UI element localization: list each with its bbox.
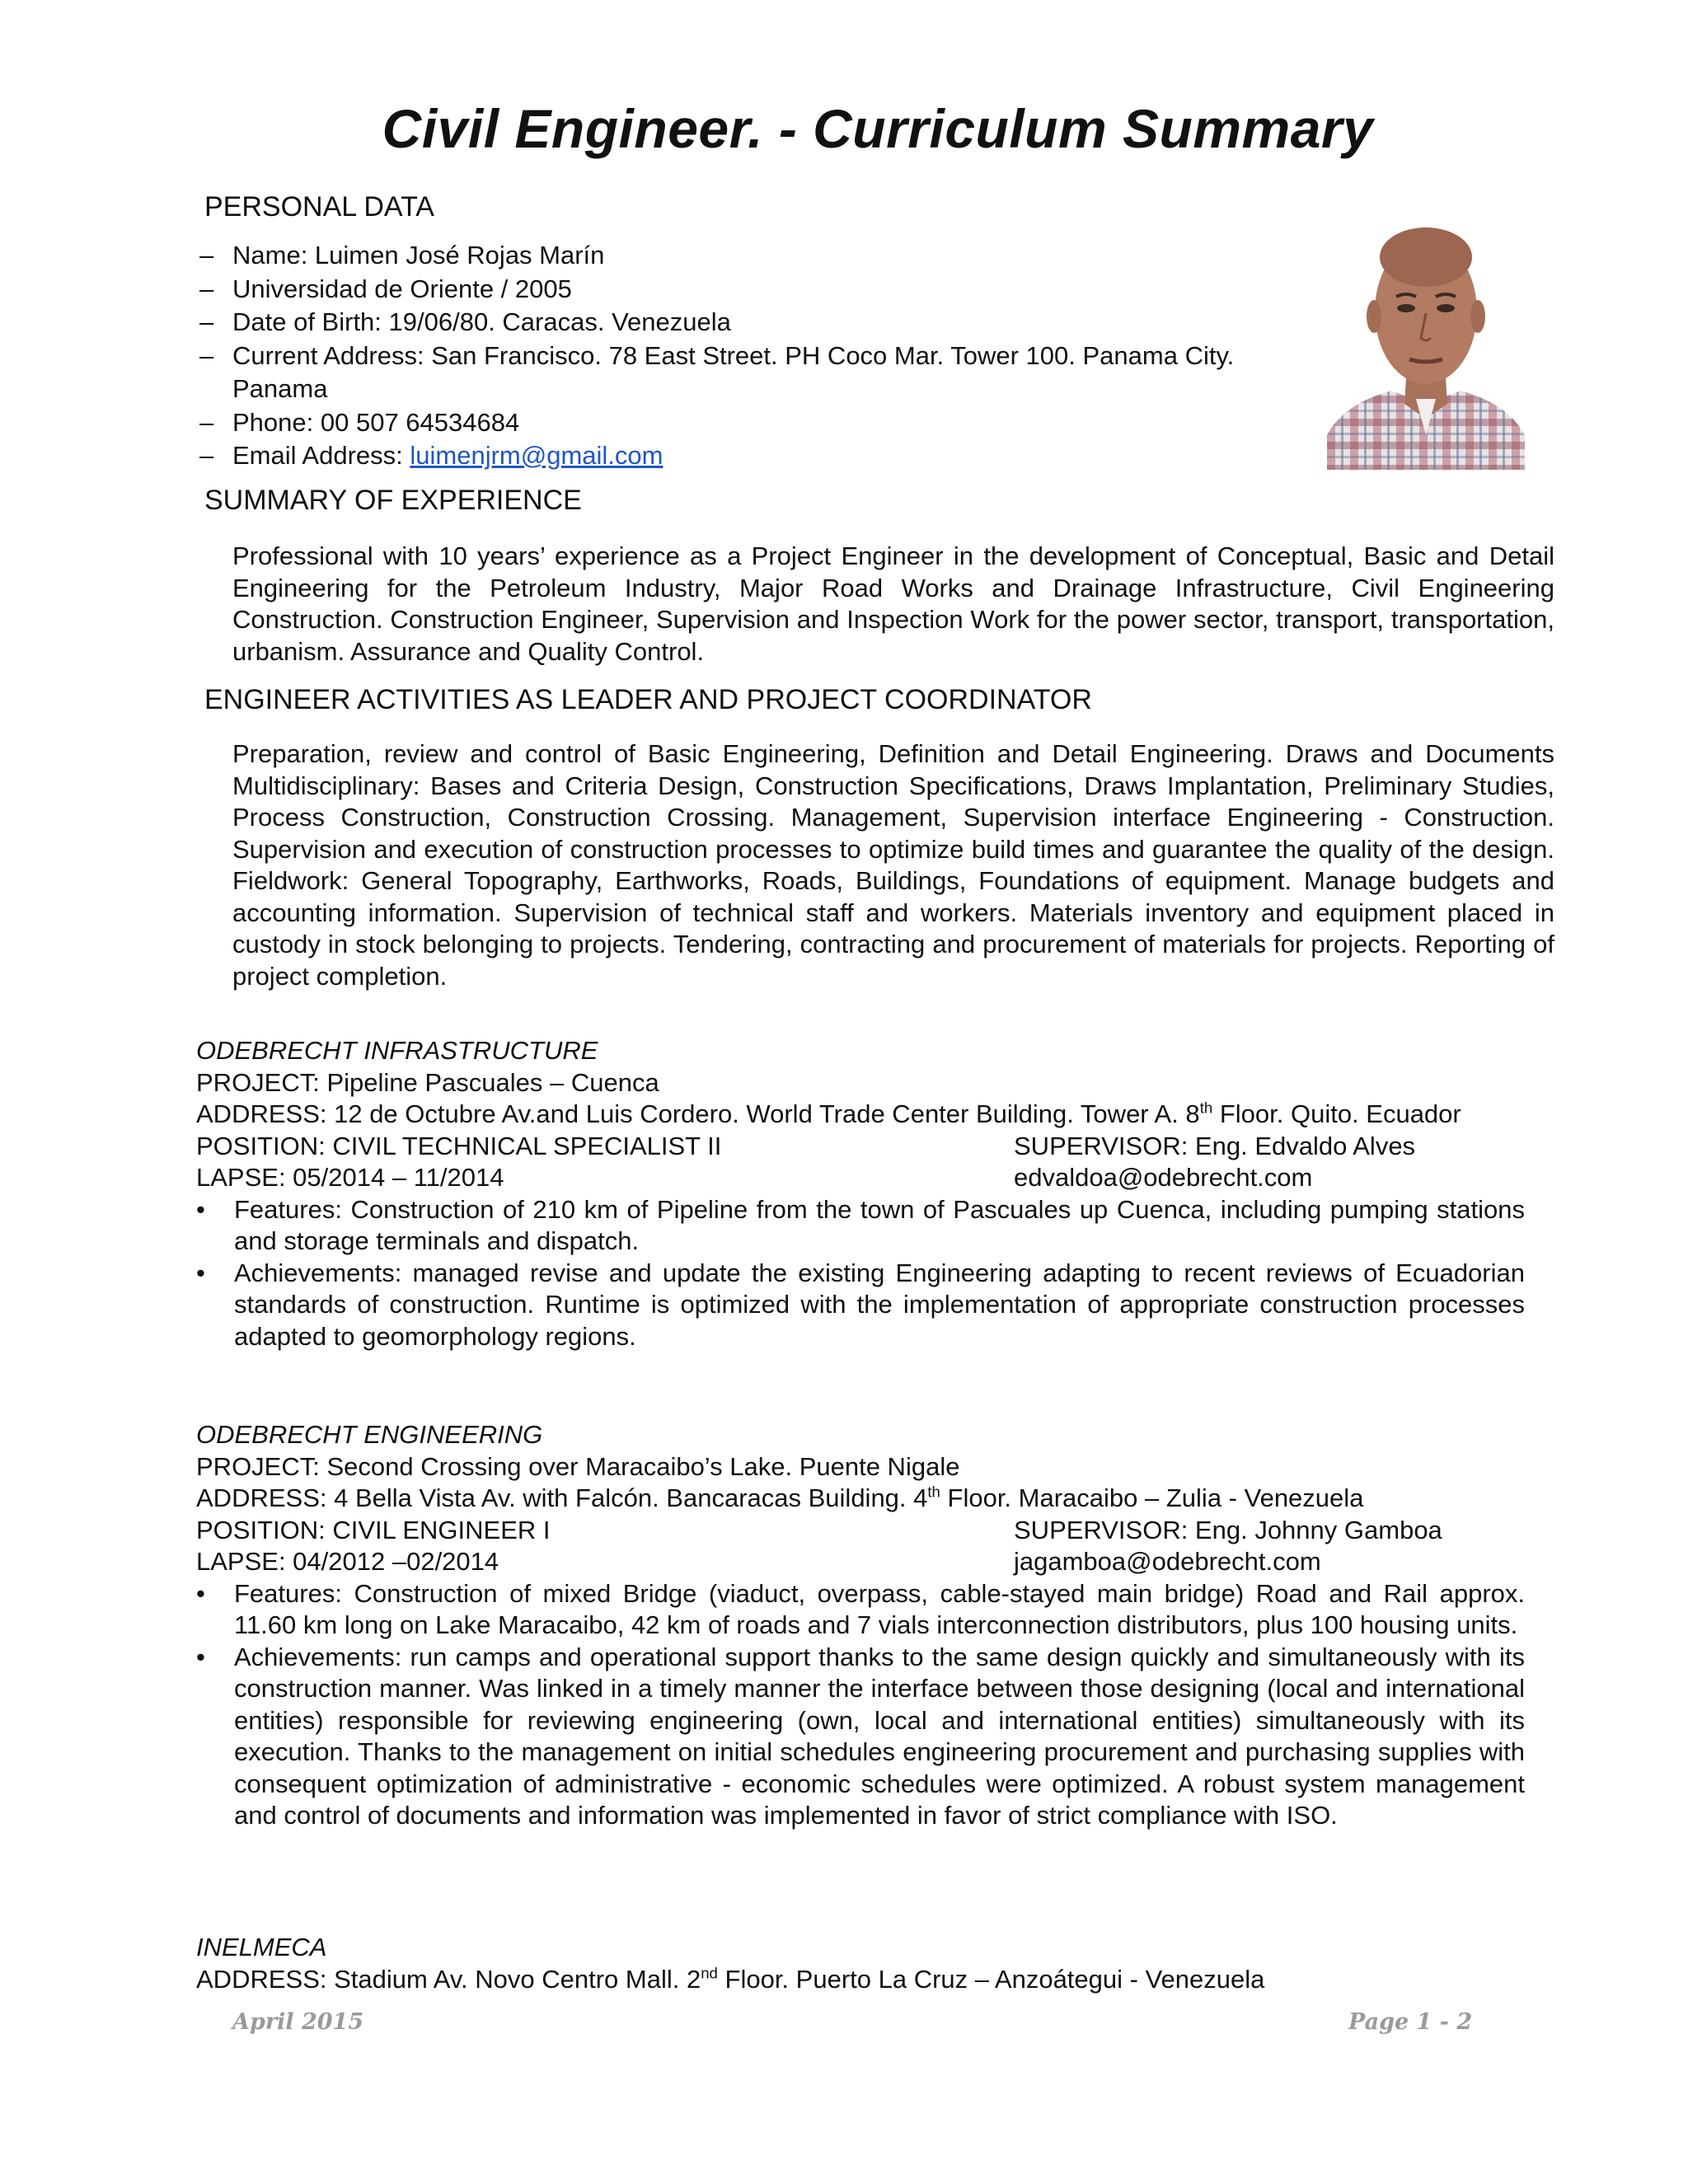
position-line: POSITION: CIVIL ENGINEER I <box>196 1515 551 1544</box>
email-label: Email Address: <box>232 441 410 470</box>
company-name: INELMECA <box>196 1933 327 1961</box>
address-line: ADDRESS: 4 Bella Vista Av. with Falcón. Bancaracas Building. 4th Floor. Maracaibo – Zulia - Venezuela <box>196 1483 1364 1512</box>
project-line: PROJECT: Second Crossing over Maracaibo’s Lake. Puente Nigale <box>196 1451 960 1481</box>
personal-item-email <box>199 439 1296 473</box>
bullet-achievements: • Achievements: run camps and operational support thanks to the same design quickly and simultaneously with its construction manner. Was linked in a timely manner the interface between those designing (local and international entities) responsible for reviewing engineering (own, local and international entities) simultaneously with its execution. Thanks to the management on initial schedules engineering procurement and purchasing supplies with consequent optimization of administrative - economic schedules were optimized. A robust system management and control of documents and information was implemented in favor of strict compliance with ISO. <box>196 1642 1525 1830</box>
job-entry-inelmeca <box>196 1932 1525 1995</box>
supervisor-line: SUPERVISOR: Eng. Edvaldo Alves <box>1014 1131 1416 1160</box>
personal-item-phone: – Phone: 00 507 64534684 <box>199 406 1296 440</box>
dash-marker: – <box>199 241 214 269</box>
personal-item-address: – Current Address: San Francisco. 78 East Street. PH Coco Mar. Tower 100. Panama City. Panama <box>199 340 1235 403</box>
lapse-line: LAPSE: 04/2012 –02/2014 <box>196 1547 499 1576</box>
lapse-row <box>196 1162 1525 1194</box>
bullet-features: • Features: Construction of mixed Bridge (viaduct, overpass, cable-stayed main bridge) Road and Rail approx. 11.60 km long on Lake Maracaibo, 42 km of roads and 7 vials interconnection distributors, plus 100 housing units. <box>196 1578 1525 1639</box>
project-line: PROJECT: Pipeline Pascuales – Cuenca <box>196 1067 659 1097</box>
address-line: ADDRESS: Stadium Av. Novo Centro Mall. 2nd Floor. Puerto La Cruz – Anzoátegui - Venezuela <box>196 1964 1265 1994</box>
supervisor-line: SUPERVISOR: Eng. Johnny Gamboa <box>1014 1515 1442 1544</box>
job-bullets <box>196 1578 1525 1832</box>
dash-marker: – <box>199 307 214 336</box>
company-name: ODEBRECHT INFRASTRUCTURE <box>196 1036 598 1065</box>
summary-text: Professional with 10 years’ experience as a Project Engineer in the development of Conceptual, Basic and Detail Engineering for the Petroleum Industry, Major Road Works and Drainage Infrastructure, Civil Engineering Construction. Construction Engineer, Supervision and Inspection Work for the power sector, transport, transportation, urbanism. Assurance and Quality Control. <box>232 541 1554 666</box>
footer-page-number: Page 1 - 2 <box>1348 2009 1473 2035</box>
lapse-line: LAPSE: 05/2014 – 11/2014 <box>196 1163 504 1192</box>
personal-data-list <box>199 239 1296 473</box>
bullet-marker: • <box>196 1194 205 1224</box>
supervisor-email: jagamboa@odebrecht.com <box>1014 1547 1321 1576</box>
address-line: ADDRESS: 12 de Octubre Av.and Luis Cordero. World Trade Center Building. Tower A. 8th Floor. Quito. Ecuador <box>196 1099 1461 1128</box>
activities-text: Preparation, review and control of Basic Engineering, Definition and Detail Engineering. Draws and Documents Multidisciplinary: Bases and Criteria Design, Construction Specifications, Draws Implantation, Preliminary Studies, Process Construction, Construction Crossing. Management, Supervision interface Engineering - Construction. Supervision and execution of construction processes to optimize build times and guarantee the quality of the design. Fieldwork: General Topography, Earthworks, Roads, Buildings, Foundations of equipment. Manage budgets and accounting information. Supervision of technical staff and workers. Materials inventory and equipment placed in custody in stock belonging to projects. Tendering, contracting and procurement of materials for projects. Reporting of project completion. <box>232 739 1554 991</box>
bullet-features: • Features: Construction of 210 km of Pipeline from the town of Pascuales up Cuenca, including pumping stations and storage terminals and dispatch. <box>196 1194 1525 1255</box>
bullet-achievements: • Achievements: managed revise and update the existing Engineering adapting to recent reviews of Ecuadorian standards of construction. Runtime is optimized with the implementation of appropriate construction processes adapted to geomorphology regions. <box>196 1258 1525 1351</box>
document-title: Civil Engineer. - Curriculum Summary <box>382 98 1374 159</box>
bullet-marker: • <box>196 1642 205 1671</box>
activities-heading: ENGINEER ACTIVITIES AS LEADER AND PROJECT COORDINATOR <box>204 684 1092 715</box>
job-bullets <box>196 1194 1525 1353</box>
profile-photo <box>1327 188 1525 470</box>
job-entry-odebrecht-infrastructure <box>196 1035 1525 1352</box>
personal-item-university: – Universidad de Oriente / 2005 <box>199 273 1296 307</box>
dash-marker: – <box>199 407 214 437</box>
supervisor-email: edvaldoa@odebrecht.com <box>1014 1163 1313 1192</box>
bullet-marker: • <box>196 1578 205 1608</box>
summary-heading: SUMMARY OF EXPERIENCE <box>204 485 582 516</box>
personal-item-birth: – Date of Birth: 19/06/80. Caracas. Venezuela <box>199 306 1296 340</box>
dash-marker: – <box>199 441 214 470</box>
personal-data-heading: PERSONAL DATA <box>204 191 434 223</box>
footer-date: April 2015 <box>232 2009 364 2035</box>
position-row <box>196 1515 1525 1547</box>
dash-marker: – <box>199 340 214 370</box>
personal-item-name: – Name: Luimen José Rojas Marín <box>199 239 1296 273</box>
job-entry-odebrecht-engineering <box>196 1419 1525 1832</box>
position-row <box>196 1131 1525 1163</box>
email-link[interactable]: luimenjrm@gmail.com <box>410 441 663 470</box>
position-line: POSITION: CIVIL TECHNICAL SPECIALIST II <box>196 1131 722 1160</box>
company-name: ODEBRECHT ENGINEERING <box>196 1420 543 1449</box>
dash-marker: – <box>199 274 214 303</box>
bullet-marker: • <box>196 1258 205 1287</box>
lapse-row <box>196 1546 1525 1578</box>
